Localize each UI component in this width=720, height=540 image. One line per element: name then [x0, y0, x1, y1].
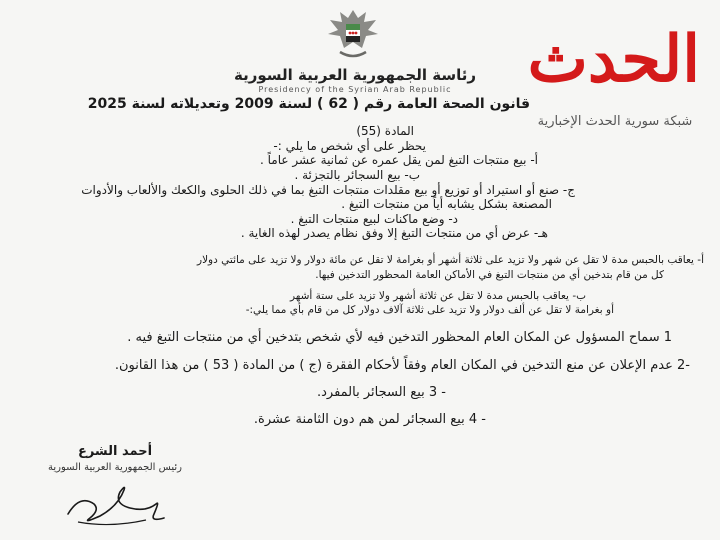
signatory-name: أحمد الشرع	[77, 444, 153, 459]
syrian-eagle-emblem-icon	[322, 4, 384, 66]
penalty-a-line: كل من قام بتدخين أي من منتجات التبغ في الأماكن العامة المحظور التدخين فيها.	[315, 269, 664, 281]
handwritten-signature	[60, 474, 170, 532]
list-item: أ- بيع منتجات التبغ لمن يقل عمره عن ثمانية عشر عاماً .	[259, 153, 538, 167]
news-watermark-logo	[520, 22, 710, 132]
numbered-item: - 3 بيع السجائر بالمفرد.	[316, 385, 446, 400]
watermark-mark: الحدث	[527, 22, 700, 97]
letterhead-english: Presidency of the Syrian Arab Republic	[258, 85, 452, 94]
letterhead-arabic: رئاسة الجمهورية العربية السورية	[234, 66, 476, 84]
penalty-a-line: أ- يعاقب بالحبس مدة لا تقل عن شهر ولا تزيد على ثلاثة أشهر أو بغرامة لا تقل عن مائة دولار ولا تزيد على مائتي دولار	[197, 254, 704, 266]
numbered-item: - 4 بيع السجائر لمن هم دون الثامنة عشرة.	[253, 412, 486, 427]
numbered-item: -2 عدم الإعلان عن منع التدخين في المكان العام وفقاً لأحكام الفقرة (ج ) من المادة ( 53 ) من هذا القانون.	[114, 358, 690, 373]
list-item: د- وضع ماكنات لبيع منتجات التبغ .	[290, 212, 458, 226]
signatory-title: رئيس الجمهورية العربية السورية	[48, 462, 182, 473]
list-item: هـ- عرض أي من منتجات التبغ إلا وفق نظام يصدر لهذه الغاية .	[240, 226, 548, 240]
list-item: ب- بيع السجائر بالتجزئة .	[294, 168, 420, 182]
prohibition-intro: يحظر على أي شخص ما يلي :-	[273, 139, 426, 153]
document-title: قانون الصحة العامة رقم ( 62 ) لسنة 2009 وتعديلاته لسنة 2025	[87, 96, 530, 112]
list-item: ج- صنع أو استيراد أو توزيع أو بيع مقلدات منتجات التبغ بما في ذلك الحلوى والكعك والألعاب والأدوات	[81, 183, 575, 197]
list-item: المصنعة بشكل يشابه أياً من منتجات التبغ .	[341, 197, 552, 211]
numbered-item: 1 سماح المسؤول عن المكان العام المحظور التدخين فيه لأي شخص بتدخين أي من منتجات التبغ فيه .	[127, 330, 672, 345]
penalty-b-line: ب- يعاقب بالحبس مدة لا تقل عن ثلاثة أشهر ولا تزيد على ستة أشهر	[289, 290, 586, 302]
article-heading: المادة (55)	[356, 124, 414, 138]
watermark-subtitle: شبكة سورية الحدث الإخبارية	[537, 114, 693, 129]
penalty-b-line: أو بغرامة لا تقل عن ألف دولار ولا تزيد على ثلاثة آلاف دولار كل من قام بأي مما يلي:-	[245, 304, 614, 316]
